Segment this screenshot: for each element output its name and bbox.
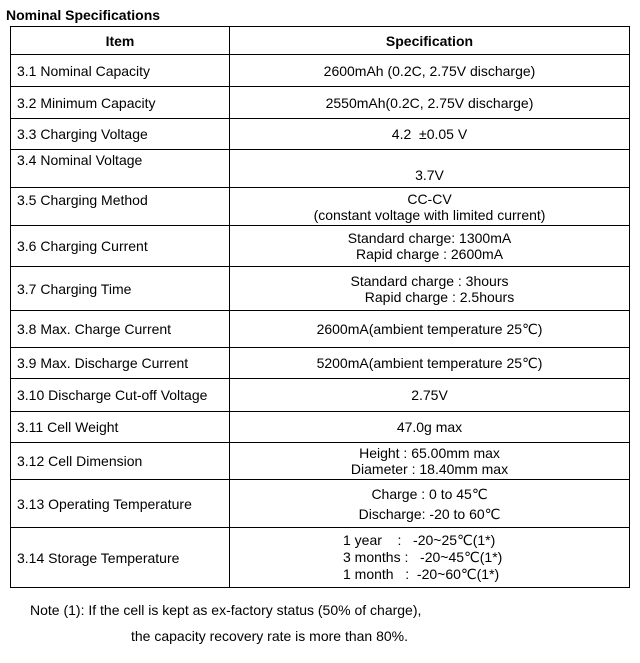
item-cell: 3.4 Nominal Voltage — [11, 150, 230, 188]
spec-line: Rapid charge : 2.5hours — [364, 288, 515, 305]
spec-line: 2.75V — [411, 387, 448, 403]
spec-line: (constant voltage with limited current) — [313, 206, 546, 223]
item-cell: 3.14 Storage Temperature — [11, 528, 230, 588]
spec-line: 3.7V — [415, 167, 444, 183]
spec-line: 1 month : -20~60℃(1*) — [343, 566, 500, 582]
spec-cell — [230, 480, 630, 528]
spec-cell — [230, 311, 630, 348]
table-header-row — [11, 27, 630, 55]
spec-cell — [230, 226, 630, 267]
spec-line: Standard charge : 3hours — [350, 272, 509, 289]
spec-cell — [230, 55, 630, 87]
table-row — [11, 226, 630, 267]
spec-cell — [230, 412, 630, 443]
table-row — [11, 188, 630, 226]
table-row — [11, 311, 630, 348]
item-cell: 3.12 Cell Dimension — [11, 443, 230, 480]
table-row — [11, 379, 630, 412]
spec-cell — [230, 267, 630, 311]
spec-cell — [230, 379, 630, 412]
header-item: Item — [11, 27, 230, 55]
table-row — [11, 348, 630, 379]
spec-line: CC-CV — [407, 190, 452, 207]
spec-line: 2550mAh(0.2C, 2.75V discharge) — [325, 94, 534, 111]
item-cell: 3.7 Charging Time — [11, 267, 230, 311]
item-cell: 3.13 Operating Temperature — [11, 480, 230, 528]
spec-line: 5200mA(ambient temperature 25℃) — [316, 355, 543, 371]
spec-line: 2600mA(ambient temperature 25℃) — [316, 321, 543, 337]
table-row — [11, 528, 630, 588]
spec-cell — [230, 528, 630, 588]
table-row — [11, 443, 630, 480]
table-row — [11, 150, 630, 188]
spec-line: 2600mAh (0.2C, 2.75V discharge) — [323, 62, 536, 79]
spec-line: 1 year : -20~25℃(1*) — [343, 532, 496, 548]
item-cell: 3.8 Max. Charge Current — [11, 311, 230, 348]
table-row — [11, 480, 630, 528]
item-cell: 3.2 Minimum Capacity — [11, 87, 230, 119]
item-cell: 3.3 Charging Voltage — [11, 119, 230, 150]
item-cell: 3.1 Nominal Capacity — [11, 55, 230, 87]
footnote-line-1: Note (1): If the cell is kept as ex-factory status (50% of charge), — [30, 602, 422, 618]
section-title: Nominal Specifications — [6, 7, 161, 23]
spec-line: Charge : 0 to 45℃ — [371, 485, 488, 502]
spec-cell — [230, 87, 630, 119]
table-row — [11, 119, 630, 150]
spec-line: 4.2 ±0.05 V — [391, 126, 468, 142]
spec-line: 3 months : -20~45℃(1*) — [343, 549, 503, 565]
footnote-line-2: the capacity recovery rate is more than 80%. — [131, 628, 409, 644]
spec-cell — [230, 150, 630, 188]
item-cell: 3.9 Max. Discharge Current — [11, 348, 230, 379]
spec-line: Standard charge: 1300mA — [347, 230, 512, 246]
spec-line: 47.0g max — [396, 419, 463, 435]
spec-line: Diameter : 18.40mm max — [350, 461, 509, 477]
header-specification: Specification — [230, 27, 630, 55]
spec-line: Rapid charge : 2600mA — [355, 246, 504, 262]
table-row — [11, 412, 630, 443]
spec-cell — [230, 188, 630, 226]
spec-line: Discharge: -20 to 60℃ — [358, 505, 501, 522]
item-cell: 3.11 Cell Weight — [11, 412, 230, 443]
spec-cell — [230, 348, 630, 379]
table-row — [11, 267, 630, 311]
spec-cell — [230, 443, 630, 480]
spec-cell — [230, 119, 630, 150]
table-row — [11, 87, 630, 119]
table-row — [11, 55, 630, 87]
item-cell: 3.10 Discharge Cut-off Voltage — [11, 379, 230, 412]
specifications-table — [10, 26, 630, 588]
item-cell: 3.5 Charging Method — [11, 188, 230, 226]
table-body — [11, 55, 630, 588]
item-cell: 3.6 Charging Current — [11, 226, 230, 267]
spec-line: Height : 65.00mm max — [359, 445, 500, 461]
